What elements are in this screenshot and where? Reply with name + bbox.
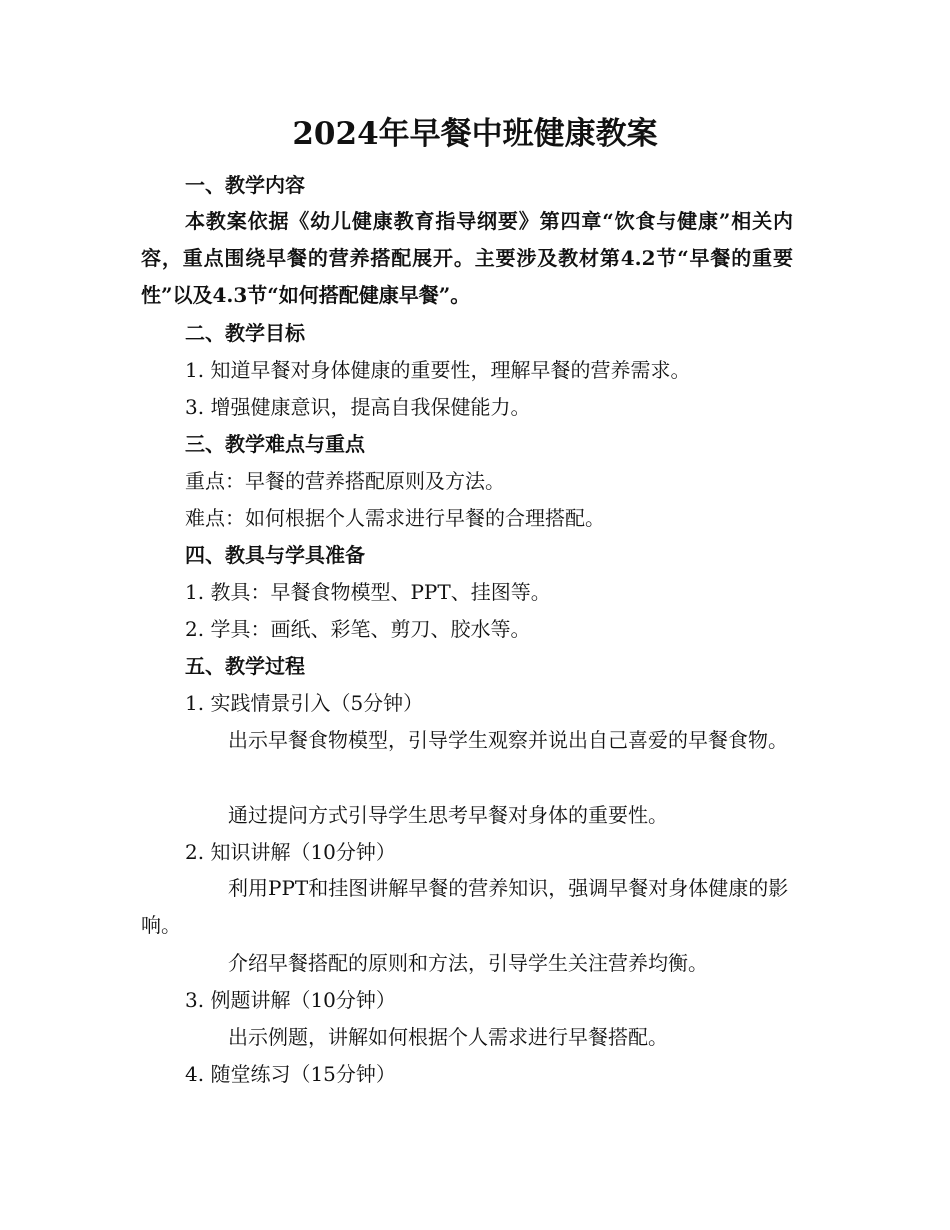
section-heading-materials: 四、教具与学具准备 xyxy=(185,543,365,567)
process-step-detail: 出示例题，讲解如何根据个人需求进行早餐搭配。 xyxy=(228,1025,668,1049)
process-step-label: 1. 实践情景引入（5分钟） xyxy=(185,691,424,715)
key-point-item: 难点：如何根据个人需求进行早餐的合理搭配。 xyxy=(185,506,605,530)
section-heading-key-points: 三、教学难点与重点 xyxy=(185,432,365,456)
materials-item: 1. 教具：早餐食物模型、PPT、挂图等。 xyxy=(185,580,551,604)
section-heading-objectives: 二、教学目标 xyxy=(185,321,305,345)
process-step-label: 4. 随堂练习（15分钟） xyxy=(185,1062,396,1086)
process-step-label: 2. 知识讲解（10分钟） xyxy=(185,840,396,864)
section-heading-content: 一、教学内容 xyxy=(185,173,305,197)
process-step-label: 3. 例题讲解（10分钟） xyxy=(185,988,396,1012)
materials-item: 2. 学具：画纸、彩笔、剪刀、胶水等。 xyxy=(185,617,531,641)
process-step-detail: 介绍早餐搭配的原则和方法，引导学生关注营养均衡。 xyxy=(228,951,708,975)
objective-item: 1. 知道早餐对身体健康的重要性，理解早餐的营养需求。 xyxy=(185,358,691,382)
section-heading-process: 五、教学过程 xyxy=(185,654,305,678)
process-step-detail: 通过提问方式引导学生思考早餐对身体的重要性。 xyxy=(228,803,668,827)
process-step-detail: 利用PPT和挂图讲解早餐的营养知识，强调早餐对身体健康的影响。 xyxy=(141,876,789,937)
section-paragraph-content: 本教案依据《幼儿健康教育指导纲要》第四章“饮食与健康”相关内容，重点围绕早餐的营养搭配展开。主要涉及教材第4.2节“早餐的重要性”以及4.3节“如何搭配健康早餐”。 xyxy=(141,209,793,307)
process-step-detail: 出示早餐食物模型，引导学生观察并说出自己喜爱的早餐食物。 xyxy=(228,728,788,752)
objective-item: 3. 增强健康意识，提高自我保健能力。 xyxy=(185,395,531,419)
key-point-item: 重点：早餐的营养搭配原则及方法。 xyxy=(185,469,505,493)
document-title: 2024年早餐中班健康教案 xyxy=(292,116,658,152)
